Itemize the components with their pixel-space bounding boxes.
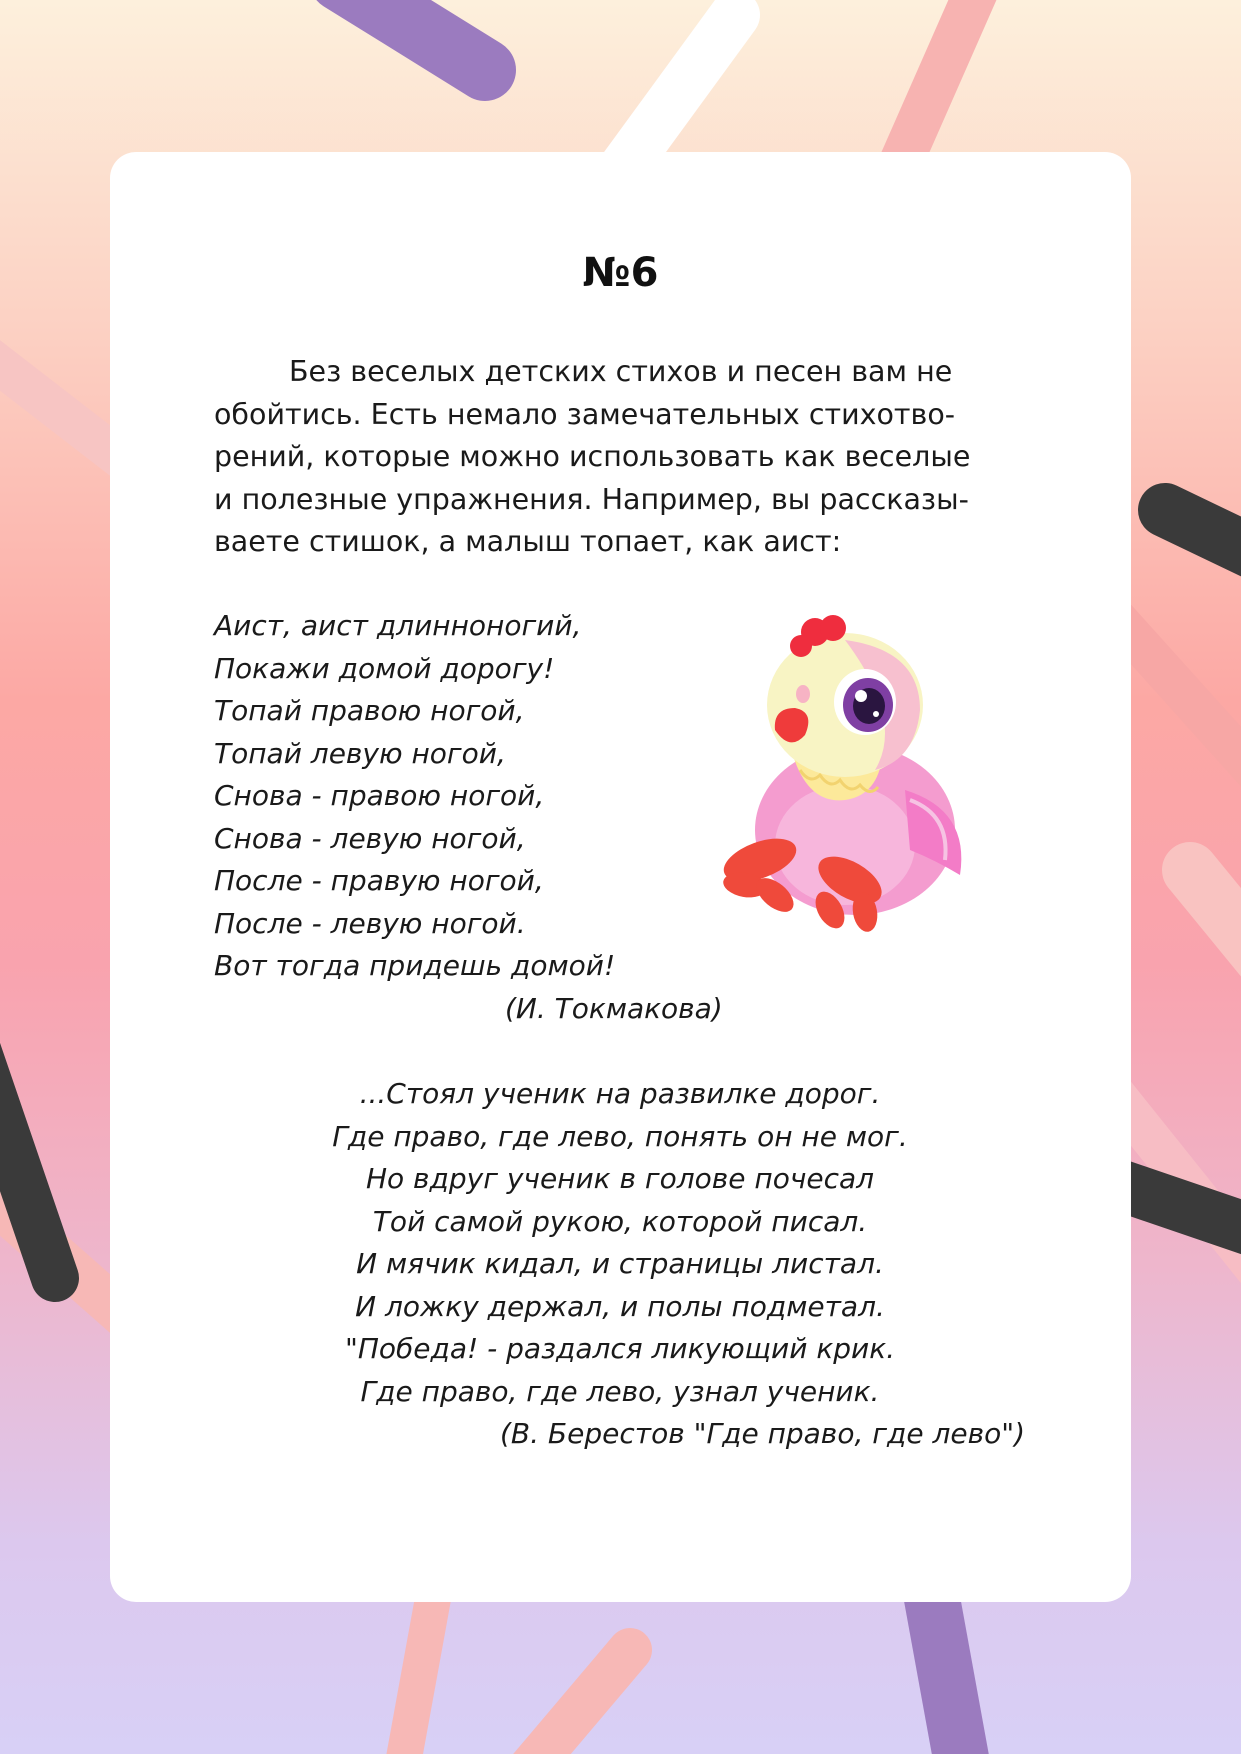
page-title: №6 [582,250,659,296]
intro-line: ваете стишок, а малыш топает, как аист: [214,525,842,558]
poem-berestov [264,1073,976,1413]
intro-line: обойтись. Есть немало замечательных стихотво- [214,397,956,431]
poem-line: Покажи домой дорогу! [214,651,555,685]
poem-line: Где право, где лево, узнал ученик. [360,1374,880,1408]
poem-line: ...Стоял ученик на развилке дорог. [359,1077,881,1110]
poem-line: Той самой рукою, которой писал. [372,1204,868,1238]
cartoon-chick-icon [705,610,1005,940]
intro-line: Без веселых детских стихов и песен вам не [289,355,953,388]
intro-paragraph [214,351,1044,564]
poem-author-berestov: (В. Берестов "Где право, где лево") [500,1417,1025,1450]
poem-line: Аист, аист длинноногий, [214,609,582,642]
poem-line: После - правую ногой, [214,864,544,897]
poem-line: Где право, где лево, понять он не мог. [332,1119,908,1153]
poem-author-tokmakova: (И. Токмакова) [505,992,723,1025]
poem-line: И мячик кидал, и страницы листал. [356,1247,884,1280]
intro-line: и полезные упражнения. Например, вы рассказы- [214,482,969,516]
poem-line: Снова - левую ногой, [214,821,526,855]
poem-line: Топай правою ногой, [214,694,525,727]
poem-line: После - левую ногой. [214,906,526,940]
poem-line: Снова - правою ногой, [214,779,545,812]
poem-line: "Победа! - раздался ликующий крик. [344,1332,896,1365]
poem-tokmakova [214,605,734,988]
poem-line: Но вдруг ученик в голове почесал [365,1162,875,1195]
poem-line: Вот тогда придешь домой! [214,949,616,982]
poem-line: Топай левую ногой, [214,736,506,770]
poem-line: И ложку держал, и полы подметал. [355,1289,885,1323]
intro-line: рений, которые можно использовать как веселые [214,440,971,473]
